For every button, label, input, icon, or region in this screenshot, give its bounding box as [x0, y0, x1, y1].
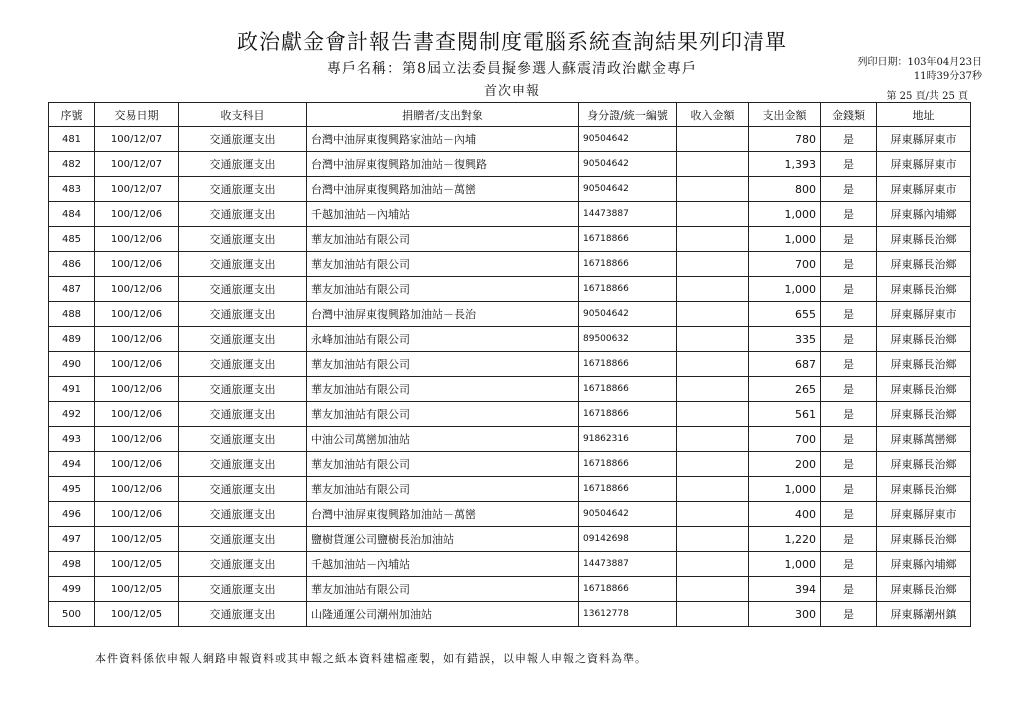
row-seq: 490: [49, 352, 95, 377]
row-date: 100/12/06: [95, 402, 179, 427]
table-row: [49, 352, 971, 377]
row-payee: 華友加油站有限公司: [307, 252, 579, 277]
row-cash-flag: 是: [821, 452, 877, 477]
row-income: [677, 327, 749, 352]
row-seq: 486: [49, 252, 95, 277]
table-header-row: [49, 103, 971, 127]
row-category: 交通旅運支出: [179, 402, 307, 427]
row-payee: 台灣中油屏東復興路家油站－內埔: [307, 127, 579, 152]
row-category: 交通旅運支出: [179, 227, 307, 252]
row-id-number: 09142698: [579, 527, 677, 552]
row-seq: 482: [49, 152, 95, 177]
row-seq: 489: [49, 327, 95, 352]
row-expense: 200: [749, 452, 821, 477]
row-cash-flag: 是: [821, 577, 877, 602]
document-title: 政治獻金會計報告書查閱制度電腦系統查詢結果列印清單: [237, 30, 787, 54]
row-id-number: 90504642: [579, 177, 677, 202]
row-date: 100/12/05: [95, 552, 179, 577]
row-category: 交通旅運支出: [179, 577, 307, 602]
table-row: [49, 277, 971, 302]
row-address: 屏東縣長治鄉: [877, 352, 971, 377]
row-id-number: 90504642: [579, 302, 677, 327]
row-cash-flag: 是: [821, 277, 877, 302]
row-expense: 1,220: [749, 527, 821, 552]
row-payee: 鹽樹貨運公司鹽樹長治加油站: [307, 527, 579, 552]
records-table: [48, 102, 971, 627]
row-payee: 台灣中油屏東復興路加油站－萬巒: [307, 177, 579, 202]
row-category: 交通旅運支出: [179, 327, 307, 352]
row-date: 100/12/05: [95, 527, 179, 552]
row-income: [677, 202, 749, 227]
column-header: 收入金額: [677, 103, 749, 127]
table-row: [49, 152, 971, 177]
row-category: 交通旅運支出: [179, 302, 307, 327]
row-income: [677, 527, 749, 552]
row-seq: 498: [49, 552, 95, 577]
row-category: 交通旅運支出: [179, 602, 307, 627]
row-cash-flag: 是: [821, 202, 877, 227]
row-category: 交通旅運支出: [179, 127, 307, 152]
row-address: 屏東縣長治鄉: [877, 227, 971, 252]
row-seq: 487: [49, 277, 95, 302]
row-id-number: 90504642: [579, 502, 677, 527]
row-address: 屏東縣屏東市: [877, 127, 971, 152]
row-income: [677, 402, 749, 427]
row-expense: 780: [749, 127, 821, 152]
row-date: 100/12/06: [95, 227, 179, 252]
row-expense: 1,000: [749, 277, 821, 302]
column-header: 身分證/統一編號: [579, 103, 677, 127]
row-expense: 265: [749, 377, 821, 402]
row-seq: 483: [49, 177, 95, 202]
row-category: 交通旅運支出: [179, 477, 307, 502]
row-seq: 497: [49, 527, 95, 552]
row-income: [677, 252, 749, 277]
account-name: 專戶名稱：第8屆立法委員擬參選人蘇震清政治獻金專戶: [327, 61, 697, 77]
table-row: [49, 527, 971, 552]
row-cash-flag: 是: [821, 227, 877, 252]
row-income: [677, 352, 749, 377]
row-seq: 485: [49, 227, 95, 252]
column-header: 捐贈者/支出對象: [307, 103, 579, 127]
row-seq: 495: [49, 477, 95, 502]
row-address: 屏東縣長治鄉: [877, 377, 971, 402]
row-cash-flag: 是: [821, 127, 877, 152]
column-header: 交易日期: [95, 103, 179, 127]
row-date: 100/12/06: [95, 352, 179, 377]
row-seq: 492: [49, 402, 95, 427]
row-id-number: 16718866: [579, 277, 677, 302]
row-cash-flag: 是: [821, 177, 877, 202]
row-date: 100/12/06: [95, 327, 179, 352]
row-income: [677, 452, 749, 477]
table-row: [49, 577, 971, 602]
row-expense: 800: [749, 177, 821, 202]
row-date: 100/12/06: [95, 452, 179, 477]
row-seq: 484: [49, 202, 95, 227]
row-address: 屏東縣長治鄉: [877, 252, 971, 277]
row-category: 交通旅運支出: [179, 152, 307, 177]
column-header: 序號: [49, 103, 95, 127]
row-payee: 中油公司萬巒加油站: [307, 427, 579, 452]
column-header: 金錢類: [821, 103, 877, 127]
row-payee: 華友加油站有限公司: [307, 477, 579, 502]
row-income: [677, 477, 749, 502]
row-payee: 華友加油站有限公司: [307, 277, 579, 302]
row-id-number: 14473887: [579, 552, 677, 577]
row-payee: 台灣中油屏東復興路加油站－長治: [307, 302, 579, 327]
row-expense: 300: [749, 602, 821, 627]
row-address: 屏東縣萬巒鄉: [877, 427, 971, 452]
row-id-number: 90504642: [579, 127, 677, 152]
row-payee: 華友加油站有限公司: [307, 402, 579, 427]
row-cash-flag: 是: [821, 402, 877, 427]
row-date: 100/12/06: [95, 252, 179, 277]
row-date: 100/12/06: [95, 277, 179, 302]
row-date: 100/12/06: [95, 302, 179, 327]
row-income: [677, 552, 749, 577]
row-id-number: 16718866: [579, 252, 677, 277]
row-category: 交通旅運支出: [179, 252, 307, 277]
column-header: 支出金額: [749, 103, 821, 127]
row-id-number: 91862316: [579, 427, 677, 452]
row-date: 100/12/06: [95, 427, 179, 452]
row-address: 屏東縣長治鄉: [877, 402, 971, 427]
row-address: 屏東縣長治鄉: [877, 452, 971, 477]
row-cash-flag: 是: [821, 377, 877, 402]
row-address: 屏東縣屏東市: [877, 177, 971, 202]
row-cash-flag: 是: [821, 502, 877, 527]
row-date: 100/12/06: [95, 477, 179, 502]
row-id-number: 14473887: [579, 202, 677, 227]
row-id-number: 16718866: [579, 577, 677, 602]
row-payee: 華友加油站有限公司: [307, 227, 579, 252]
row-income: [677, 602, 749, 627]
table-row: [49, 127, 971, 152]
row-expense: 394: [749, 577, 821, 602]
row-income: [677, 227, 749, 252]
row-payee: 千越加油站－內埔站: [307, 202, 579, 227]
row-id-number: 16718866: [579, 452, 677, 477]
row-seq: 499: [49, 577, 95, 602]
row-seq: 494: [49, 452, 95, 477]
row-seq: 500: [49, 602, 95, 627]
row-address: 屏東縣長治鄉: [877, 477, 971, 502]
row-payee: 華友加油站有限公司: [307, 452, 579, 477]
row-category: 交通旅運支出: [179, 427, 307, 452]
row-seq: 496: [49, 502, 95, 527]
row-category: 交通旅運支出: [179, 202, 307, 227]
table-row: [49, 252, 971, 277]
row-cash-flag: 是: [821, 152, 877, 177]
row-date: 100/12/06: [95, 377, 179, 402]
row-income: [677, 427, 749, 452]
row-payee: 台灣中油屏東復興路加油站－復興路: [307, 152, 579, 177]
row-income: [677, 302, 749, 327]
table-row: [49, 202, 971, 227]
row-id-number: 16718866: [579, 352, 677, 377]
table-row: [49, 327, 971, 352]
row-id-number: 16718866: [579, 477, 677, 502]
row-id-number: 13612778: [579, 602, 677, 627]
table-row: [49, 377, 971, 402]
row-date: 100/12/05: [95, 577, 179, 602]
row-seq: 488: [49, 302, 95, 327]
footer-note: 本件資料係依申報人網路申報資料或其申報之紙本資料建檔產製，如有錯誤，以申報人申報之資料為準。: [95, 652, 647, 665]
row-cash-flag: 是: [821, 252, 877, 277]
row-income: [677, 177, 749, 202]
row-address: 屏東縣內埔鄉: [877, 552, 971, 577]
row-cash-flag: 是: [821, 602, 877, 627]
row-payee: 永峰加油站有限公司: [307, 327, 579, 352]
report-type: 首次申報: [483, 84, 540, 99]
row-income: [677, 377, 749, 402]
row-payee: 華友加油站有限公司: [307, 352, 579, 377]
row-date: 100/12/07: [95, 127, 179, 152]
print-date-line1: 列印日期：103年04月23日: [857, 57, 982, 68]
table-row: [49, 452, 971, 477]
row-id-number: 89500632: [579, 327, 677, 352]
row-date: 100/12/06: [95, 502, 179, 527]
row-expense: 1,393: [749, 152, 821, 177]
row-expense: 400: [749, 502, 821, 527]
row-date: 100/12/07: [95, 177, 179, 202]
row-cash-flag: 是: [821, 427, 877, 452]
print-date: [857, 56, 982, 84]
row-address: 屏東縣內埔鄉: [877, 202, 971, 227]
row-expense: 1,000: [749, 552, 821, 577]
row-cash-flag: 是: [821, 552, 877, 577]
row-category: 交通旅運支出: [179, 177, 307, 202]
row-seq: 491: [49, 377, 95, 402]
row-address: 屏東縣屏東市: [877, 152, 971, 177]
row-payee: 千越加油站－內埔站: [307, 552, 579, 577]
column-header: 地址: [877, 103, 971, 127]
row-date: 100/12/06: [95, 202, 179, 227]
row-expense: 655: [749, 302, 821, 327]
table-row: [49, 552, 971, 577]
row-expense: 700: [749, 427, 821, 452]
row-income: [677, 502, 749, 527]
print-date-line2: 11時39分37秒: [913, 71, 982, 82]
row-income: [677, 277, 749, 302]
row-date: 100/12/05: [95, 602, 179, 627]
row-cash-flag: 是: [821, 527, 877, 552]
row-payee: 台灣中油屏東復興路加油站－萬巒: [307, 502, 579, 527]
row-category: 交通旅運支出: [179, 502, 307, 527]
table-row: [49, 402, 971, 427]
table-row: [49, 477, 971, 502]
row-id-number: 16718866: [579, 227, 677, 252]
row-date: 100/12/07: [95, 152, 179, 177]
table-row: [49, 227, 971, 252]
row-category: 交通旅運支出: [179, 552, 307, 577]
row-expense: 335: [749, 327, 821, 352]
row-id-number: 90504642: [579, 152, 677, 177]
row-address: 屏東縣屏東市: [877, 502, 971, 527]
table-row: [49, 427, 971, 452]
row-expense: 1,000: [749, 227, 821, 252]
row-cash-flag: 是: [821, 327, 877, 352]
row-payee: 華友加油站有限公司: [307, 577, 579, 602]
row-expense: 561: [749, 402, 821, 427]
row-id-number: 16718866: [579, 377, 677, 402]
row-seq: 493: [49, 427, 95, 452]
row-id-number: 16718866: [579, 402, 677, 427]
row-cash-flag: 是: [821, 302, 877, 327]
row-expense: 1,000: [749, 202, 821, 227]
table-row: [49, 502, 971, 527]
row-category: 交通旅運支出: [179, 352, 307, 377]
row-category: 交通旅運支出: [179, 277, 307, 302]
row-cash-flag: 是: [821, 352, 877, 377]
table-row: [49, 602, 971, 627]
row-address: 屏東縣長治鄉: [877, 277, 971, 302]
page-info: 第 25 頁/共 25 頁: [886, 91, 968, 102]
row-address: 屏東縣長治鄉: [877, 527, 971, 552]
row-address: 屏東縣長治鄉: [877, 577, 971, 602]
row-category: 交通旅運支出: [179, 377, 307, 402]
row-expense: 700: [749, 252, 821, 277]
row-payee: 山隆通運公司潮州加油站: [307, 602, 579, 627]
row-expense: 687: [749, 352, 821, 377]
row-payee: 華友加油站有限公司: [307, 377, 579, 402]
table-body: [49, 127, 971, 627]
row-income: [677, 152, 749, 177]
column-header: 收支科目: [179, 103, 307, 127]
row-address: 屏東縣屏東市: [877, 302, 971, 327]
row-category: 交通旅運支出: [179, 527, 307, 552]
row-address: 屏東縣潮州鎮: [877, 602, 971, 627]
row-category: 交通旅運支出: [179, 452, 307, 477]
row-cash-flag: 是: [821, 477, 877, 502]
row-seq: 481: [49, 127, 95, 152]
row-address: 屏東縣長治鄉: [877, 327, 971, 352]
table-row: [49, 177, 971, 202]
table-row: [49, 302, 971, 327]
row-expense: 1,000: [749, 477, 821, 502]
row-income: [677, 127, 749, 152]
row-income: [677, 577, 749, 602]
